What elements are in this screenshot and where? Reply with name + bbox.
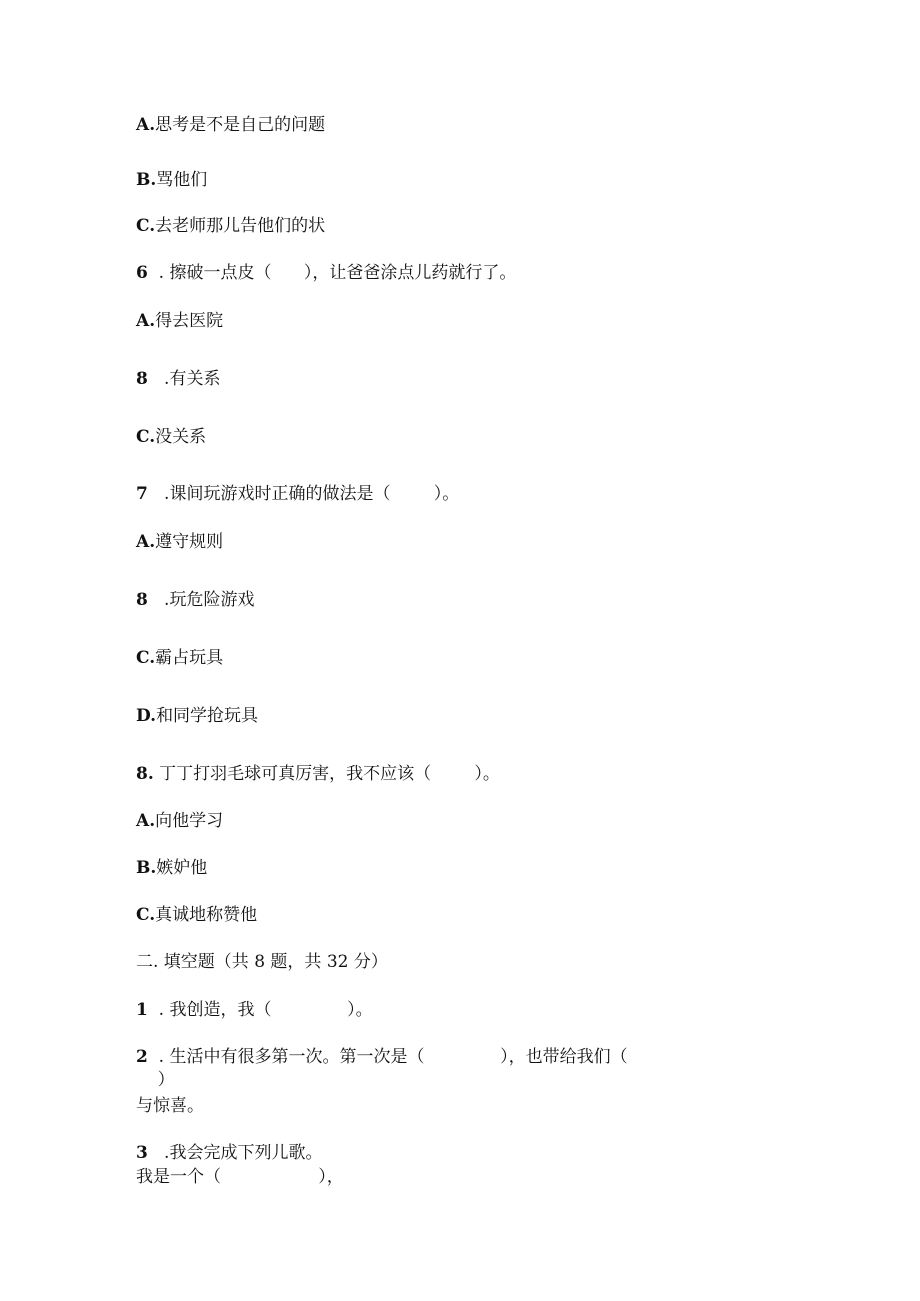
option-line: B.骂他们 bbox=[136, 170, 208, 190]
question-line: 1 . 我创造，我（ ）。 bbox=[136, 1000, 373, 1020]
option-line: D.和同学抢玩具 bbox=[136, 706, 259, 726]
question-line: ） bbox=[136, 1070, 175, 1090]
option-line: A.遵守规则 bbox=[136, 532, 224, 552]
option-line: C.霸占玩具 bbox=[136, 648, 224, 668]
section-heading: 二. 填空题（共 8 题，共 32 分） bbox=[136, 952, 388, 972]
option-line: C.去老师那儿告他们的状 bbox=[136, 216, 326, 236]
question-line: 7 .课间玩游戏时正确的做法是（ ）。 bbox=[136, 484, 460, 504]
question-line: 8. 丁丁打羽毛球可真厉害，我不应该（ ）。 bbox=[136, 764, 500, 784]
question-line: 6 . 擦破一点皮（ ），让爸爸涂点儿药就行了。 bbox=[136, 263, 517, 283]
option-line: 8 .有关系 bbox=[136, 369, 221, 389]
option-line: A.得去医院 bbox=[136, 311, 224, 331]
option-line: 8 .玩危险游戏 bbox=[136, 590, 255, 610]
question-line: 我是一个（ ）， bbox=[136, 1167, 344, 1187]
question-line: 3 .我会完成下列儿歌。 bbox=[136, 1143, 323, 1163]
option-line: A.向他学习 bbox=[136, 811, 224, 831]
option-line: C.真诚地称赞他 bbox=[136, 905, 258, 925]
option-line: B.嫉妒他 bbox=[136, 858, 208, 878]
option-line: C.没关系 bbox=[136, 427, 207, 447]
option-line: A.思考是不是自己的问题 bbox=[136, 115, 326, 135]
question-line: 与惊喜。 bbox=[136, 1096, 204, 1116]
question-line: 2 . 生活中有很多第一次。第一次是（ ），也带给我们（ bbox=[136, 1047, 628, 1067]
